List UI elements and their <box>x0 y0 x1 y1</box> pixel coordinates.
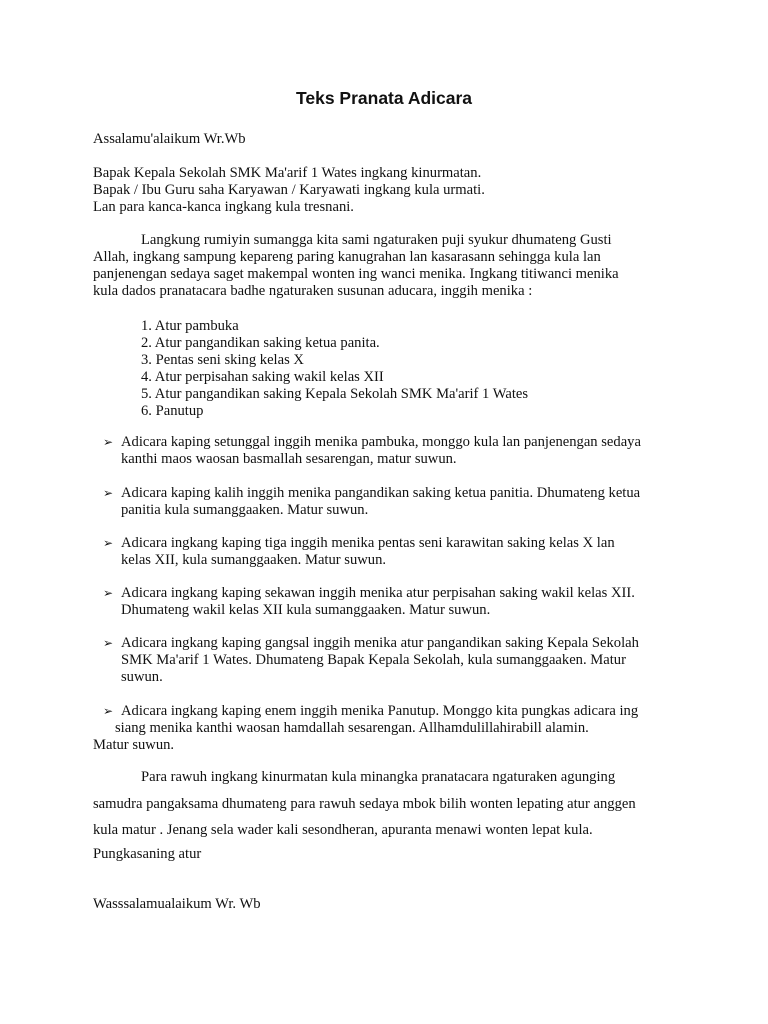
bullet-line: kelas XII, kula sumanggaaken. Matur suwun. <box>121 552 387 568</box>
closing-line: samudra pangaksama dhumateng para rawuh sedaya mbok bilih wonten lepating atur anggen <box>93 795 636 812</box>
bullet-item <box>103 703 675 737</box>
agenda-item: 6. Panutup <box>141 403 204 419</box>
arrow-bullet-icon: ➢ <box>103 486 114 500</box>
closing-paragraph <box>93 764 675 864</box>
bullet-line: Adicara ingkang kaping sekawan inggih menika atur perpisahan saking wakil kelas XII. <box>121 585 635 601</box>
bullet-line: panitia kula sumanggaaken. Matur suwun. <box>121 502 369 518</box>
bullet-line: Adicara ingkang kaping gangsal inggih menika atur pangandikan saking Kepala Sekolah <box>121 635 639 651</box>
bullet-line: kanthi maos waosan basmallah sesarengan, matur suwun. <box>121 451 457 467</box>
greeting-text: Assalamu'alaikum Wr.Wb <box>93 131 246 147</box>
paragraph-line: Allah, ingkang sampung kepareng paring kanugrahan lan kasarasann sehingga kula lan <box>93 249 601 265</box>
agenda-item: 2. Atur pangandikan saking ketua panita. <box>141 335 380 351</box>
bullet-item <box>103 535 675 569</box>
bullet-line: Adicara kaping kalih inggih menika pangandikan saking ketua panitia. Dhumateng ketua <box>121 485 641 501</box>
arrow-bullet-icon: ➢ <box>103 435 114 449</box>
greeting <box>93 131 675 148</box>
closing-line: kula matur . Jenang sela wader kali sesondheran, apuranta menawi wonten lepat kula. <box>93 822 593 838</box>
arrow-bullet-icon: ➢ <box>103 586 114 600</box>
bullet-line: Adicara ingkang kaping tiga inggih menika pentas seni karawitan saking kelas X lan <box>121 535 615 551</box>
closing-line: Pungkasaning atur <box>93 845 202 862</box>
matur-suwun-text: Matur suwun. <box>93 737 175 753</box>
paragraph-line: Langkung rumiyin sumangga kita sami ngaturaken puji syukur dhumateng Gusti <box>141 232 612 248</box>
closing-line: Para rawuh ingkang kinurmatan kula minangka pranatacara ngaturaken agunging <box>141 769 616 785</box>
bullet-line: Dhumateng wakil kelas XII kula sumanggaaken. Matur suwun. <box>121 602 491 618</box>
paragraph-line: panjenengan sedaya saget makempal wonten ing wanci menika. Ingkang titiwanci menika <box>93 266 619 282</box>
bullet-line: suwun. <box>121 669 163 685</box>
bullet-line: siang menika kanthi waosan hamdallah sesarengan. Allhamdulillahirabill alamin. <box>115 720 589 736</box>
bullet-item <box>103 585 675 619</box>
agenda-item: 3. Pentas seni sking kelas X <box>141 352 304 368</box>
arrow-bullet-icon: ➢ <box>103 704 114 718</box>
salutation-line: Bapak / Ibu Guru saha Karyawan / Karyawati ingkang kula urmati. <box>93 182 485 198</box>
salutations <box>93 165 675 216</box>
bullet-item <box>103 434 675 468</box>
matur-suwun <box>93 737 675 754</box>
bullet-line: SMK Ma'arif 1 Wates. Dhumateng Bapak Kepala Sekolah, kula sumanggaaken. Matur <box>121 652 626 668</box>
paragraph-line: kula dados pranatacara badhe ngaturaken susunan aducara, inggih menika : <box>93 283 533 299</box>
farewell-text: Wasssalamualaikum Wr. Wb <box>93 896 261 912</box>
opening-paragraph <box>93 232 675 300</box>
document-title: Teks Pranata Adicara <box>295 88 473 108</box>
farewell <box>93 896 675 913</box>
salutation-line: Bapak Kepala Sekolah SMK Ma'arif 1 Wates ingkang kinurmatan. <box>93 165 482 181</box>
agenda-item: 5. Atur pangandikan saking Kepala Sekolah SMK Ma'arif 1 Wates <box>141 386 529 402</box>
agenda-item: 1. Atur pambuka <box>141 318 239 334</box>
agenda-item: 4. Atur perpisahan saking wakil kelas XII <box>141 369 384 385</box>
arrow-bullet-icon: ➢ <box>103 536 114 550</box>
bullet-line: Adicara kaping setunggal inggih menika pambuka, monggo kula lan panjenengan sedaya <box>121 434 641 450</box>
agenda-list <box>141 318 528 420</box>
bullet-item <box>103 635 675 686</box>
arrow-bullet-icon: ➢ <box>103 636 114 650</box>
bullet-line: Adicara ingkang kaping enem inggih menika Panutup. Monggo kita pungkas adicara ing <box>121 703 639 719</box>
salutation-line: Lan para kanca-kanca ingkang kula tresnani. <box>93 199 354 215</box>
bullet-item <box>103 485 675 519</box>
